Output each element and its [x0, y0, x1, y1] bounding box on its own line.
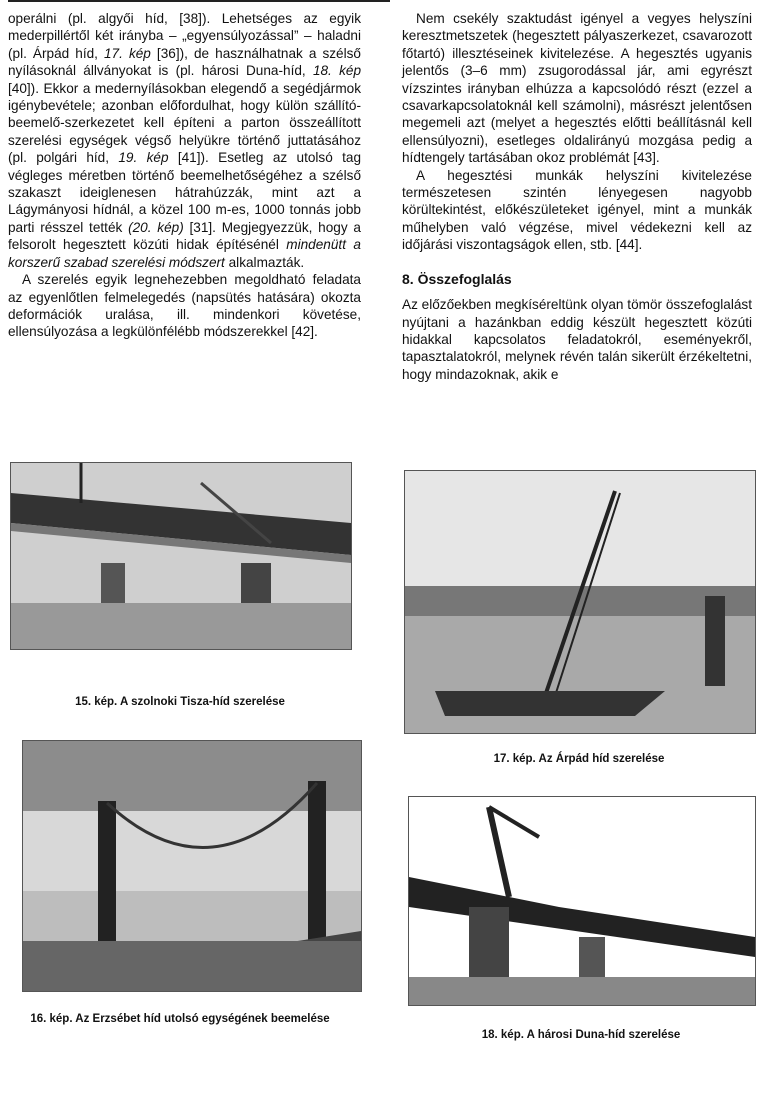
figure-18-caption: 18. kép. A hárosi Duna-híd szerelése: [481, 1029, 681, 1041]
left-paragraph-1: operálni (pl. algyői híd, [38]). Lehetséges az egyik mederpillértől két irányba – „egyensúlyozással” – haladni (pl. Árpád híd, 17. kép [36]), de használhatnak a szélső nyílásoknál állványokat is (pl. hárosi Duna-híd, 18. kép [40]). Ekkor a medernyílásokban elegendő a segédjármok igénybevétele; azonban előfordulhat, hogy külön szállító- beemelő-szerkezetet kell építeni a parton összeállított szerelési egységek végső helyükre történő juttatásához (pl. polgári híd, 19. kép [41]). Esetleg az utolsó tag végleges méretben történő beemelhetőségéhez a szélső szakaszt ideiglenesen hátrahúzzák, mint azt a Lágymányosi hídnál, a közel 100 m-es, 1000 tonnás jobb parti résszel tették (20. kép) [31]. Megjegyezzük, hogy a felsorolt hegesztett közúti hidak építésénél mindenütt a korszerű szabad szerelési módszert alkalmazták.: [8, 11, 362, 270]
right-paragraph-1: Nem csekély szaktudást igényel a vegyes helyszíni keresztmetszetek (hegesztett pályaszerkezet, csavarozott főtartó) illesztéseinek kivitelezése. A hegesztés ugyanis jelentős (3–6 mm) zsugorodással jár, ami egyrészt vízszintes irányban elhúzza a kapcsolódó részt (ezzel a csavarkapcsolatoknál kell számolni), másrészt jelentősen megemeli azt (melyet a hegesztés előtti beállításnál kell ellensúlyozni), esetleges oldalirányú mozgása pedig a hídtengely tartásában okoz problémát [43].: [402, 11, 752, 166]
photo-erzsebet-bridge: [22, 740, 362, 992]
figure-17-caption: 17. kép. Az Árpád híd szerelése: [493, 753, 665, 765]
photo-harosi-danube-bridge: [408, 796, 756, 1006]
top-rule: [8, 0, 390, 2]
figure-16-caption: 16. kép. Az Erzsébet híd utolsó egységének beemelése: [30, 1013, 330, 1025]
right-paragraph-2: A hegesztési munkák helyszíni kivitelezése természetesen szintén lényegesen nagyobb körültekintést, előkészületeket igényel, mint a munkák műhelyben való végzése, mivel védekezni kell az időjárási viszontagságok ellen, stb. [44].: [402, 167, 752, 253]
left-text-column: [8, 10, 361, 341]
section-heading: 8. Összefoglalás: [402, 270, 512, 287]
figure-15-caption: 15. kép. A szolnoki Tisza-híd szerelése: [75, 696, 285, 708]
right-text-column: [402, 10, 752, 383]
right-paragraph-3: Az előzőekben megkíséreltünk olyan tömör összefoglalást nyújtani a hazánkban eddig készült hegesztett közúti hidakkal kapcsolatos feladatokról, eseményekről, tapasztalatokról, melynek révén talán sikerült érzékeltetni, hogy mindazoknak, akik e: [402, 297, 752, 382]
photo-arpad-bridge: [404, 470, 756, 734]
left-paragraph-2: A szerelés egyik legnehezebben megoldható feladata az egyenlőtlen felmelegedés (napsütés hatására) okozta deformációk uralása, ill. mindenkori követése, ellensúlyozása a legkülönfélébb módszerekkel [42].: [8, 272, 361, 340]
photo-szolnok-tisza-bridge: [10, 462, 352, 650]
